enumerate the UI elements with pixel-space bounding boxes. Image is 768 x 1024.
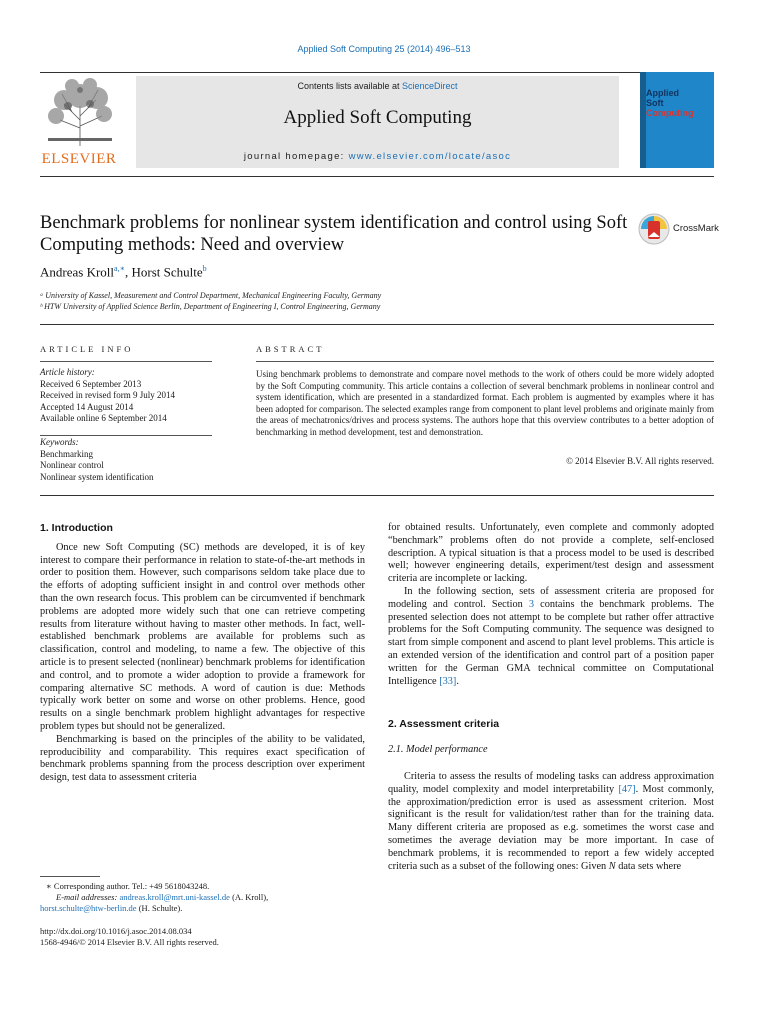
journal-citation[interactable]: Applied Soft Computing 25 (2014) 496–513 [297, 44, 471, 54]
section-2-1-heading: 2.1. Model performance [388, 744, 488, 756]
cover-line-3: Computing [646, 108, 694, 118]
masthead-top-rule [40, 72, 714, 73]
elsevier-logo [38, 76, 120, 168]
left-column [40, 522, 365, 785]
footnote-block [40, 881, 370, 914]
journal-homepage [136, 151, 619, 162]
keyword-item: Nonlinear system identification [40, 471, 154, 482]
homepage-link[interactable]: www.elsevier.com/locate/asoc [348, 151, 512, 162]
intro-paragraph-1: Once new Soft Computing (SC) methods are developed, it is of key interest to compare their performance in relation to state-of-the-art methods in order to position them. However, such comparisons seldom take place due to the efforts of adopting sufficient insight in and control over methods other than the own research focus. This problem can be circumvented if benchmark problems are adopted more widely such that one can retrieve competing results from literature without having to master other methods. In fact, well-established benchmark problems are available for problems such as classification, control and modeling, to name a few. The objective of this article is to present selected (nonlinear) benchmark problems for identification and control, and to promote a wider adoption to provide a framework for comparing alternative SC methods. A word of caution is due: Methods typically work better on some and worse on other problems. Hence, good results on a single benchmark problem highlight advantages for respective problem types but should not be generalized. [40, 541, 365, 732]
contents-line [136, 81, 619, 91]
keywords [40, 437, 212, 483]
col2-p3-text-c: data sets where [615, 860, 682, 872]
article-info-rule [40, 361, 212, 362]
section-1-heading: 1. Introduction [40, 522, 113, 534]
sciencedirect-link[interactable]: ScienceDirect [402, 81, 458, 91]
contents-prefix: Contents lists available at [297, 81, 403, 91]
email-schulte-link[interactable]: horst.schulte@htw-berlin.de [40, 903, 137, 913]
email-schulte-suffix: (H. Schulte). [136, 903, 183, 913]
article-title: Benchmark problems for nonlinear system identification and control using Soft Computing methods: Need and overview [40, 213, 628, 255]
author-name: Horst Schulte [131, 264, 203, 280]
col2-paragraph-1: for obtained results. Unfortunately, even complete and commonly adopted “benchmark” problems often do not provide a complete, self-enclosed description. A typical situation is that a process model to be used is described well; however engineering details, experiment/test design and assessment criteria are incomplete or lacking. [388, 522, 714, 585]
symbol-N: N [608, 860, 616, 872]
homepage-label: journal homepage: [243, 151, 349, 162]
history-online: Available online 6 September 2014 [40, 413, 167, 423]
citation-47-link[interactable]: [47] [618, 783, 636, 795]
intro-paragraph-2: Benchmarking is based on the principles of the ability to be validated, reproducibility and comparability. This requires exact specification of benchmark problems spanning from the process description over experiment design, test data to assessment criteria [40, 733, 365, 784]
abstract-rule [256, 361, 714, 362]
right-column [388, 522, 714, 873]
elsevier-tree-icon [42, 76, 118, 148]
abstract-bottom-rule [40, 495, 714, 496]
cover-title [646, 88, 694, 118]
author-name: Andreas Kroll [40, 264, 115, 280]
cover-line-2: Soft [646, 98, 664, 108]
abstract-copyright: © 2014 Elsevier B.V. All rights reserved. [566, 456, 714, 466]
history-revised: Received in revised form 9 July 2014 [40, 390, 175, 400]
article-history-label: Article history: [40, 367, 95, 377]
email-kroll-suffix: (A. Kroll), [229, 892, 269, 902]
col2-p3-text-a: Criteria to assess the results of modeling tasks can address approximation quality, model complexity and model interpretability [388, 770, 714, 795]
abstract-text: Using benchmark problems to demonstrate and compare novel methods to the work of others could be more widely adopted by the Soft Computing community. This article contains a collection of several benchmark problems in nonlinear control and system identification, which are presented in a standardized format. Each problem is augmented by examples where it has been adopted for comparison. The selected examples range from component to plant level problems and originate mainly from the areas of mechatronics/drives and process systems. The authors hope that this overview contributes to a better adoption of benchmarking in method development, test and demonstration. [256, 369, 714, 437]
cover-stripe [640, 72, 646, 168]
affiliation-b: ᵇ HTW University of Applied Science Berlin, Department of Engineering I, Control Engineering, Germany [40, 302, 381, 311]
author-affiliation-marker[interactable]: a,∗ [114, 264, 126, 273]
corresponding-author-note: ∗ Corresponding author. Tel.: +49 5618043248. [46, 881, 210, 891]
title-bottom-rule [40, 324, 714, 325]
author-separator: , [125, 264, 132, 280]
keyword-item: Benchmarking [40, 448, 93, 459]
journal-title: Applied Soft Computing [283, 107, 472, 128]
journal-masthead [136, 76, 619, 168]
doi-link[interactable]: http://dx.doi.org/10.1016/j.asoc.2014.08.034 [40, 926, 192, 936]
col2-p2-text-a: In the following section, sets of assessment criteria are proposed for modeling and control. Section [388, 585, 714, 610]
author-list [40, 264, 207, 280]
elsevier-wordmark: ELSEVIER [41, 151, 117, 167]
masthead-bottom-rule [40, 176, 714, 177]
history-accepted: Accepted 14 August 2014 [40, 401, 134, 412]
history-received: Received 6 September 2013 [40, 378, 142, 389]
article-history [40, 367, 212, 425]
col2-p2-text-c: . [456, 675, 459, 687]
email-line [40, 892, 370, 903]
crossmark-icon [638, 213, 670, 245]
col2-p3-text-b: . Most commonly, the approximation/prediction error is used as assessment criterion. Most significant is the result for validation/test rather than for the training data. Many different criteria are proposed as e.g. sometimes the worst case and sometimes the average deviation may be more important. In case of benchmark problems, it is recommended to report a few widely accepted criteria such as a subset of the following ones: Given [388, 783, 714, 872]
author-affiliation-marker[interactable]: b [202, 264, 207, 273]
col2-paragraph-3 [388, 771, 714, 873]
footnote-rule [40, 876, 100, 877]
crossmark-badge[interactable] [638, 212, 718, 246]
issn-line: 1568-4946/© 2014 Elsevier B.V. All rights reserved. [40, 937, 219, 947]
affiliation-a: ᵃ University of Kassel, Measurement and Control Department, Mechanical Engineering Faculty, Germany [40, 291, 382, 300]
section-3-ref-link[interactable]: 3 [528, 598, 535, 610]
email-line-2 [40, 903, 370, 914]
col2-p2-text-b: contains the benchmark problems. The presented selection does not attempt to be complete but rather offer attractive problems for the Soft Computing community. The sequence was designed to start from simple component and ascend to plant level problems. This article is an extended version of the identification and control part of a position paper written for the German GMA technical committee on Computational Intelligence [388, 598, 714, 687]
keywords-rule [40, 435, 212, 436]
citation-33-link[interactable]: [33] [439, 675, 457, 687]
email-kroll-link[interactable]: andreas.kroll@mrt.uni-kassel.de [119, 892, 230, 902]
keyword-item: Nonlinear control [40, 460, 104, 470]
section-2-heading: 2. Assessment criteria [388, 718, 500, 731]
email-label: E-mail addresses: [56, 892, 120, 902]
col2-paragraph-2 [388, 586, 714, 688]
article-info-heading: ARTICLE INFO [40, 344, 134, 354]
cover-line-1: Applied [646, 88, 679, 98]
journal-cover-thumbnail [640, 72, 714, 168]
crossmark-label: CrossMark [673, 223, 719, 234]
keywords-label: Keywords: [40, 437, 79, 447]
abstract-heading: ABSTRACT [256, 344, 325, 354]
